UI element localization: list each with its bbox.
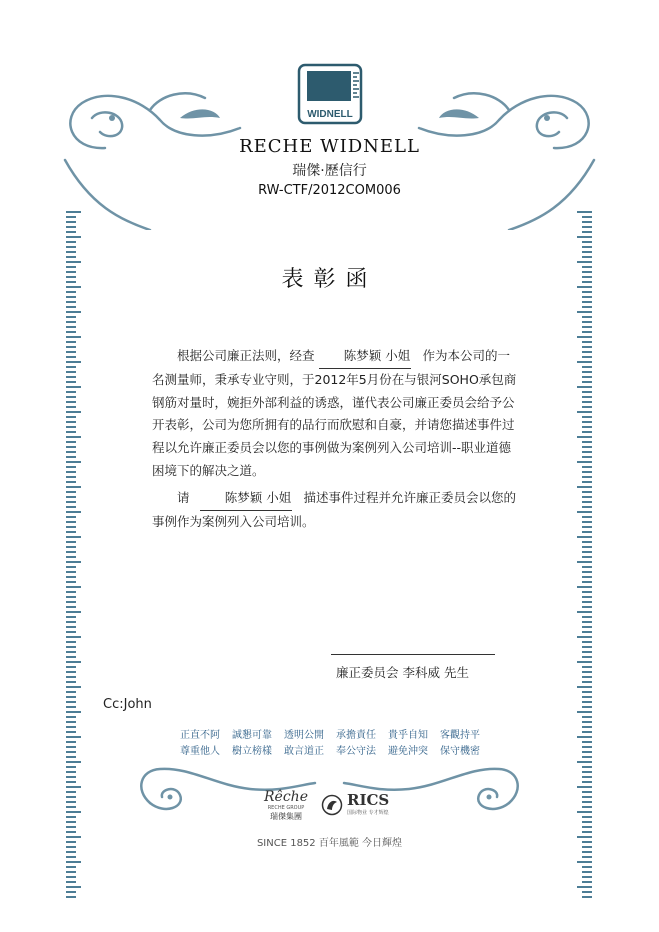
value-item: 樹立榜樣 — [232, 746, 272, 757]
paragraph-1 — [152, 345, 522, 483]
value-item: 透明公開 — [284, 730, 324, 741]
value-item: 客觀持平 — [440, 730, 480, 741]
value-item: 敢言道正 — [284, 746, 324, 757]
recipient-name-2: 陈梦颖 小姐 — [200, 487, 292, 511]
rics-logo — [347, 792, 389, 817]
value-item: 承擔責任 — [336, 730, 376, 741]
widnell-logo — [297, 63, 363, 125]
p1-body: 作为本公司的一名测量师，秉承专业守则，于2012年5月份在与银河SOHO承包商钢筋对量时，婉拒外部利益的诱惑，谨代表公司廉正委员会给予公开表彰，公司为您所拥有的品行而欣慰和自豪，并请您描述事件过程以允许廉正委员会以您的事例做为案例列入公司培训--职业道德困境下的解决之道。 — [152, 348, 517, 478]
value-item: 保守機密 — [440, 746, 480, 757]
reche-logo-text: Rêche — [264, 789, 308, 805]
p2-body: 描述事件过程并允许廉正委员会以您的事例作为案例列入公司培训。 — [152, 489, 516, 529]
paragraph-2 — [152, 487, 522, 534]
p2-intro: 请 — [177, 489, 190, 505]
cc-line: Cc:John — [103, 697, 152, 712]
reche-group-logo — [255, 790, 317, 822]
group-logos — [255, 790, 405, 824]
letter-title: 表彰函 — [281, 267, 378, 292]
reference-number: RW-CTF/2012COM006 — [258, 183, 401, 198]
company-name-en: RECHE WIDNELL — [239, 136, 420, 157]
reche-sub: RECHE GROUP — [267, 805, 305, 811]
letter-body — [152, 345, 522, 533]
signature: 廉正委员会 李科威 先生 — [336, 665, 469, 680]
value-item: 貴乎自知 — [388, 730, 428, 741]
since-tagline: SINCE 1852 百年風範 今日輝煌 — [256, 838, 403, 849]
value-item: 誠懇可靠 — [232, 730, 272, 741]
recipient-name: 陈梦颖 小姐 — [319, 345, 411, 369]
value-item: 尊重他人 — [180, 746, 220, 757]
rics-sub: 国际物业 专才辉煌 — [347, 810, 389, 816]
values-row-1 — [180, 728, 480, 744]
p1-intro: 根据公司廉正法则，经查 — [177, 348, 315, 363]
rics-text: RICS — [347, 791, 390, 809]
reche-cn: 瑞傑集團 — [270, 812, 302, 821]
value-item: 奉公守法 — [336, 746, 376, 757]
rics-emblem-icon — [321, 794, 343, 816]
value-item: 避免沖突 — [388, 746, 428, 757]
company-name-cn: 瑞傑·歷信行 — [292, 163, 367, 179]
signature-line — [331, 654, 495, 655]
logo-text: WIDNELL — [307, 109, 353, 120]
value-item: 正直不阿 — [180, 730, 220, 741]
